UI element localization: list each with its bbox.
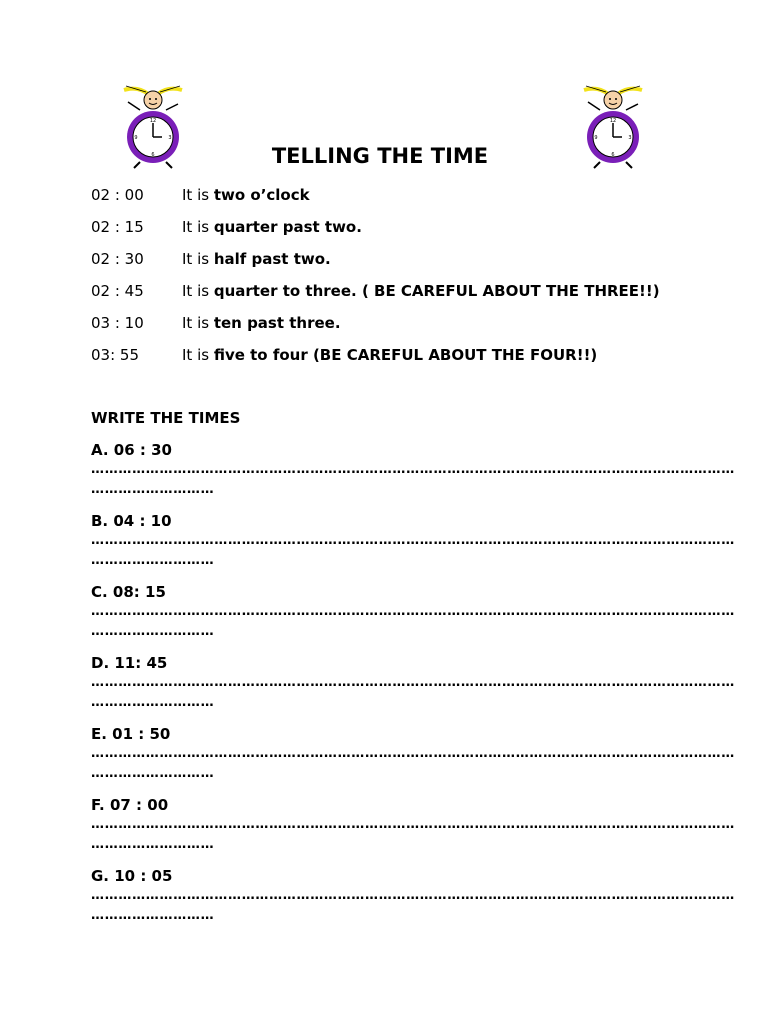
exercise-label: A. 06 : 30 xyxy=(91,441,172,459)
examples-list xyxy=(91,185,731,377)
answer-line: …………………………………………………………………………………………………………………………… xyxy=(91,604,735,619)
exercise-label: B. 04 : 10 xyxy=(91,512,172,530)
example-time: 03 : 10 xyxy=(91,314,144,332)
example-time: 02 : 15 xyxy=(91,218,144,236)
answer-line: …………………………………………………………………………………………………………………………… xyxy=(91,533,735,548)
svg-text:9: 9 xyxy=(594,135,598,141)
example-phrase: half past two. xyxy=(213,250,331,268)
answer-line: …………………………………………………………………………………………………………………………… xyxy=(91,817,735,832)
example-phrase: five to four (BE CAREFUL ABOUT THE FOUR!!) xyxy=(213,346,598,364)
exercise-item xyxy=(91,795,735,866)
answer-line: …………………………………………………………………………………………………………………………… xyxy=(91,462,735,477)
example-time: 02 : 45 xyxy=(91,282,144,300)
example-prefix: It is xyxy=(182,250,214,268)
answer-line-continuation: ……………………… xyxy=(91,908,215,923)
example-time: 02 : 30 xyxy=(91,250,144,268)
example-row xyxy=(91,281,731,313)
svg-text:9: 9 xyxy=(134,135,138,141)
example-row xyxy=(91,249,731,281)
svg-text:6: 6 xyxy=(151,152,155,158)
answer-line-continuation: ……………………… xyxy=(91,553,215,568)
exercise-label: E. 01 : 50 xyxy=(91,725,171,743)
example-row xyxy=(91,313,731,345)
exercise-item xyxy=(91,511,735,582)
answer-line: …………………………………………………………………………………………………………………………… xyxy=(91,888,735,903)
answer-line: …………………………………………………………………………………………………………………………… xyxy=(91,675,735,690)
exercise-label: F. 07 : 00 xyxy=(91,796,169,814)
example-prefix: It is xyxy=(182,218,214,236)
example-phrase: quarter to three. ( BE CAREFUL ABOUT THE THREE!!) xyxy=(213,282,660,300)
svg-text:6: 6 xyxy=(611,152,615,158)
exercises-list xyxy=(91,440,735,937)
example-phrase: quarter past two. xyxy=(213,218,362,236)
section-heading: WRITE THE TIMES xyxy=(91,409,241,427)
svg-text:3: 3 xyxy=(628,135,632,141)
example-prefix: It is xyxy=(182,346,214,364)
answer-line: …………………………………………………………………………………………………………………………… xyxy=(91,746,735,761)
exercise-item xyxy=(91,440,735,511)
exercise-label: C. 08: 15 xyxy=(91,583,166,601)
example-time: 03: 55 xyxy=(91,346,139,364)
svg-text:3: 3 xyxy=(168,135,172,141)
example-phrase: ten past three. xyxy=(213,314,341,332)
example-prefix: It is xyxy=(182,282,214,300)
exercise-item xyxy=(91,653,735,724)
svg-text:12: 12 xyxy=(609,118,617,124)
page-title: TELLING THE TIME xyxy=(271,144,489,168)
exercise-label: D. 11: 45 xyxy=(91,654,168,672)
answer-line-continuation: ……………………… xyxy=(91,695,215,710)
svg-text:12: 12 xyxy=(149,118,157,124)
example-time: 02 : 00 xyxy=(91,186,144,204)
example-row xyxy=(91,345,731,377)
exercise-item xyxy=(91,724,735,795)
exercise-label: G. 10 : 05 xyxy=(91,867,173,885)
example-phrase: two o’clock xyxy=(213,186,310,204)
answer-line-continuation: ……………………… xyxy=(91,624,215,639)
example-row xyxy=(91,217,731,249)
answer-line-continuation: ……………………… xyxy=(91,482,215,497)
example-prefix: It is xyxy=(182,314,214,332)
example-prefix: It is xyxy=(182,186,214,204)
answer-line-continuation: ……………………… xyxy=(91,766,215,781)
answer-line-continuation: ……………………… xyxy=(91,837,215,852)
exercise-item xyxy=(91,582,735,653)
example-row xyxy=(91,185,731,217)
exercise-item xyxy=(91,866,735,937)
